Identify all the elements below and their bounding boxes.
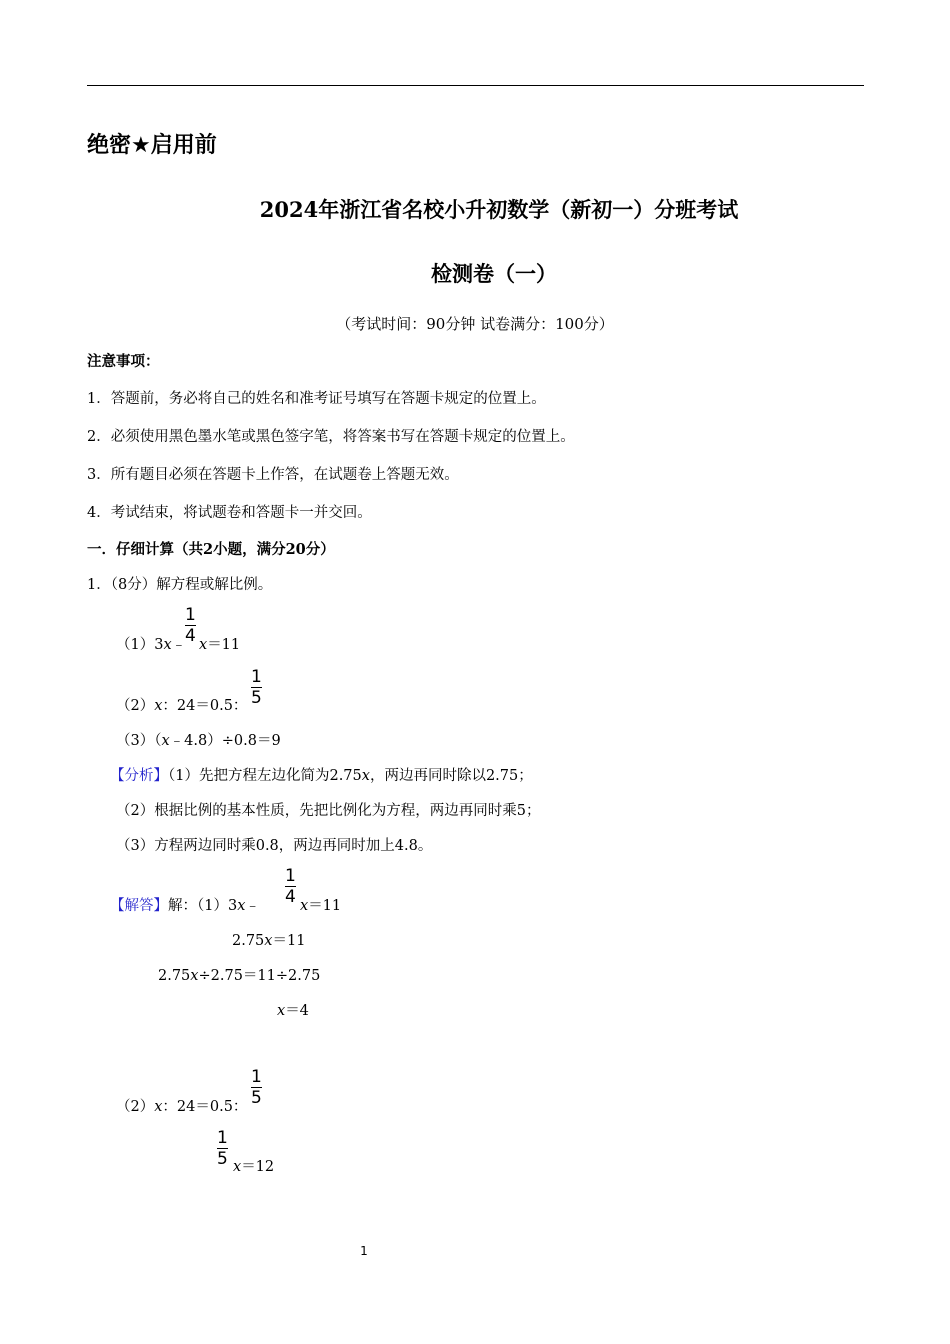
problem-1: （1）3x﹣ bbox=[116, 637, 187, 653]
note-item-3: 3．所有题目必须在答题卡上作答，在试题卷上答题无效。 bbox=[87, 467, 459, 483]
notes-heading: 注意事项： bbox=[87, 353, 160, 370]
problem-2: （2）x：24＝0.5： bbox=[116, 698, 248, 714]
section-heading: 一．仔细计算（共2小题，满分20分） bbox=[87, 541, 335, 558]
fraction-one-fifth: 1 5 bbox=[217, 1128, 228, 1169]
analysis-line-3: （3）方程两边同时乘0.8，两边再同时加上4.8。 bbox=[116, 838, 433, 854]
solution-line-1-tail: x＝11 bbox=[300, 898, 342, 914]
note-item-2: 2．必须使用黑色墨水笔或黑色签字笔，将答案书写在答题卡规定的位置上。 bbox=[87, 429, 575, 445]
problem-1-tail: x＝11 bbox=[199, 637, 241, 653]
solution-part-2-step: x＝12 bbox=[233, 1159, 275, 1175]
secret-label: 绝密★启用前 bbox=[87, 133, 217, 158]
solution-step-2: 2.75x÷2.75＝11÷2.75 bbox=[158, 968, 321, 984]
solution-part-2: （2）x：24＝0.5： bbox=[116, 1099, 248, 1115]
analysis-tag: 【分析】 bbox=[110, 768, 168, 784]
exam-subtitle: 检测卷（一） bbox=[431, 261, 557, 286]
header-rule bbox=[87, 85, 864, 86]
note-item-1: 1．答题前，务必将自己的姓名和准考证号填写在答题卡规定的位置上。 bbox=[87, 391, 546, 407]
solution-step-3: x＝4 bbox=[277, 1003, 309, 1019]
solution-step-1: 2.75x＝11 bbox=[232, 933, 306, 949]
problem-3: （3）（x﹣4.8）÷0.8＝9 bbox=[116, 733, 281, 749]
solution-line-1: 【解答】解：（1）3x﹣ bbox=[110, 898, 260, 914]
fraction-one-quarter: 1 4 bbox=[285, 866, 296, 907]
fraction-one-fifth: 1 5 bbox=[251, 667, 262, 708]
solution-tag: 【解答】 bbox=[110, 898, 168, 914]
question-1-stem: 1．（8分）解方程或解比例。 bbox=[87, 577, 273, 593]
page-number: 1 bbox=[360, 1244, 368, 1258]
fraction-one-quarter: 1 4 bbox=[185, 605, 196, 646]
exam-title: 2024年浙江省名校小升初数学（新初一）分班考试 bbox=[259, 197, 739, 222]
fraction-one-fifth: 1 5 bbox=[251, 1067, 262, 1108]
analysis-line-1: 【分析】（1）先把方程左边化简为2.75x，两边再同时除以2.75； bbox=[110, 768, 533, 784]
exam-time-info: （考试时间：90分钟 试卷满分：100分） bbox=[336, 315, 614, 333]
analysis-line-2: （2）根据比例的基本性质，先把比例化为方程，两边再同时乘5； bbox=[116, 803, 541, 819]
note-item-4: 4．考试结束，将试题卷和答题卡一并交回。 bbox=[87, 505, 372, 521]
